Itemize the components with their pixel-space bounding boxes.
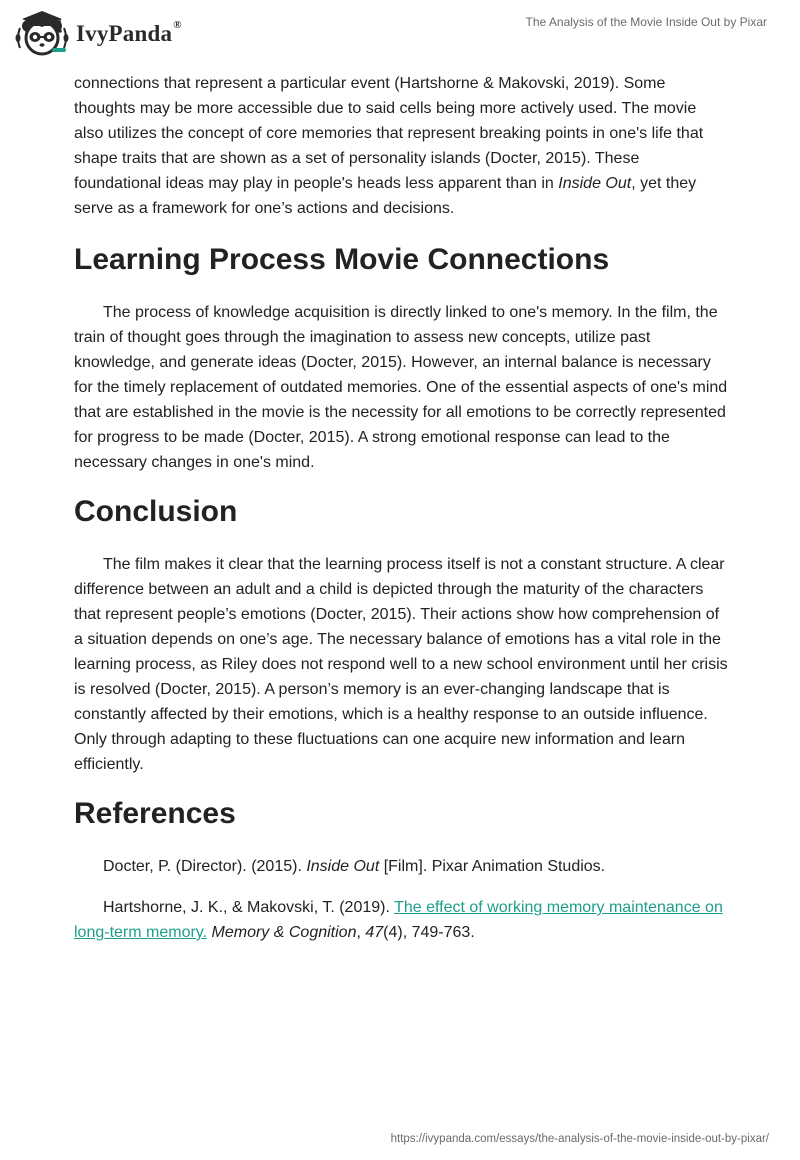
reference-docter: Docter, P. (Director). (2015). Inside Out [Film]. Pixar Animation Studios. (103, 858, 606, 875)
section-heading-references: References (74, 797, 236, 830)
intro-paragraph: connections that represent a particular event (Hartshorne & Makovski, 2019). Some thoughts may be more accessible due to said cells being more actively used. The movie also utilizes the concept of core memories that represent breaking points in one's life that shape traits that are shown as a set of personality islands (Docter, 2015). These foundational ideas may play in people's heads less apparent than in Inside Out, yet they serve as a framework for one’s actions and decisions. (74, 75, 704, 217)
reference-link[interactable]: The effect of working memory maintenance on long-term memory. (74, 899, 723, 941)
learning-paragraph: The process of knowledge acquisition is directly linked to one's memory. In the film, the train of thought goes through the imagination to assess new concepts, utilize past knowledge, and generate ideas (Docter, 2015). However, an internal balance is necessary for the timely replacement of outdated memories. One of the essential aspects of one's mind that are established in the movie is the necessity for all emotions to be correctly represented for progress to be made (Docter, 2015). A strong emotional response can lead to the necessary changes in one's mind. (74, 304, 728, 471)
panda-graduate-icon (14, 8, 70, 58)
conclusion-paragraph: The film makes it clear that the learning process itself is not a constant structure. A clear difference between an adult and a child is depicted through the maturity of the characters that represent people’s emotions (Docter, 2015). Their actions show how comprehension of a situation depends on one’s age. The necessary balance of emotions has a vital role in the learning process, as Riley does not respond well to a new school environment until her crisis is resolved (Docter, 2015). A person’s memory is an ever-changing landscape that is constantly affected by their emotions, which is a healthy response to an outside influence. Only through adapting to these fluctuations can one acquire new information and learn efficiently. (74, 556, 728, 773)
reference-hartshorne: Hartshorne, J. K., & Makovski, T. (2019). The effect of working memory maintenance on long-term memory. Memory & Cognition, 47(4), 749-763. (74, 899, 723, 941)
brand-name: IvyPanda® (76, 19, 182, 46)
section-heading-learning: Learning Process Movie Connections (74, 243, 610, 276)
page-header (0, 0, 800, 64)
section-heading-conclusion: Conclusion (74, 495, 238, 528)
essay-body (74, 71, 730, 945)
ivypanda-logo[interactable] (14, 8, 182, 58)
running-title: The Analysis of the Movie Inside Out by Pixar (525, 15, 767, 29)
footer-url[interactable]: https://ivypanda.com/essays/the-analysis-of-the-movie-inside-out-by-pixar/ (390, 1133, 769, 1145)
